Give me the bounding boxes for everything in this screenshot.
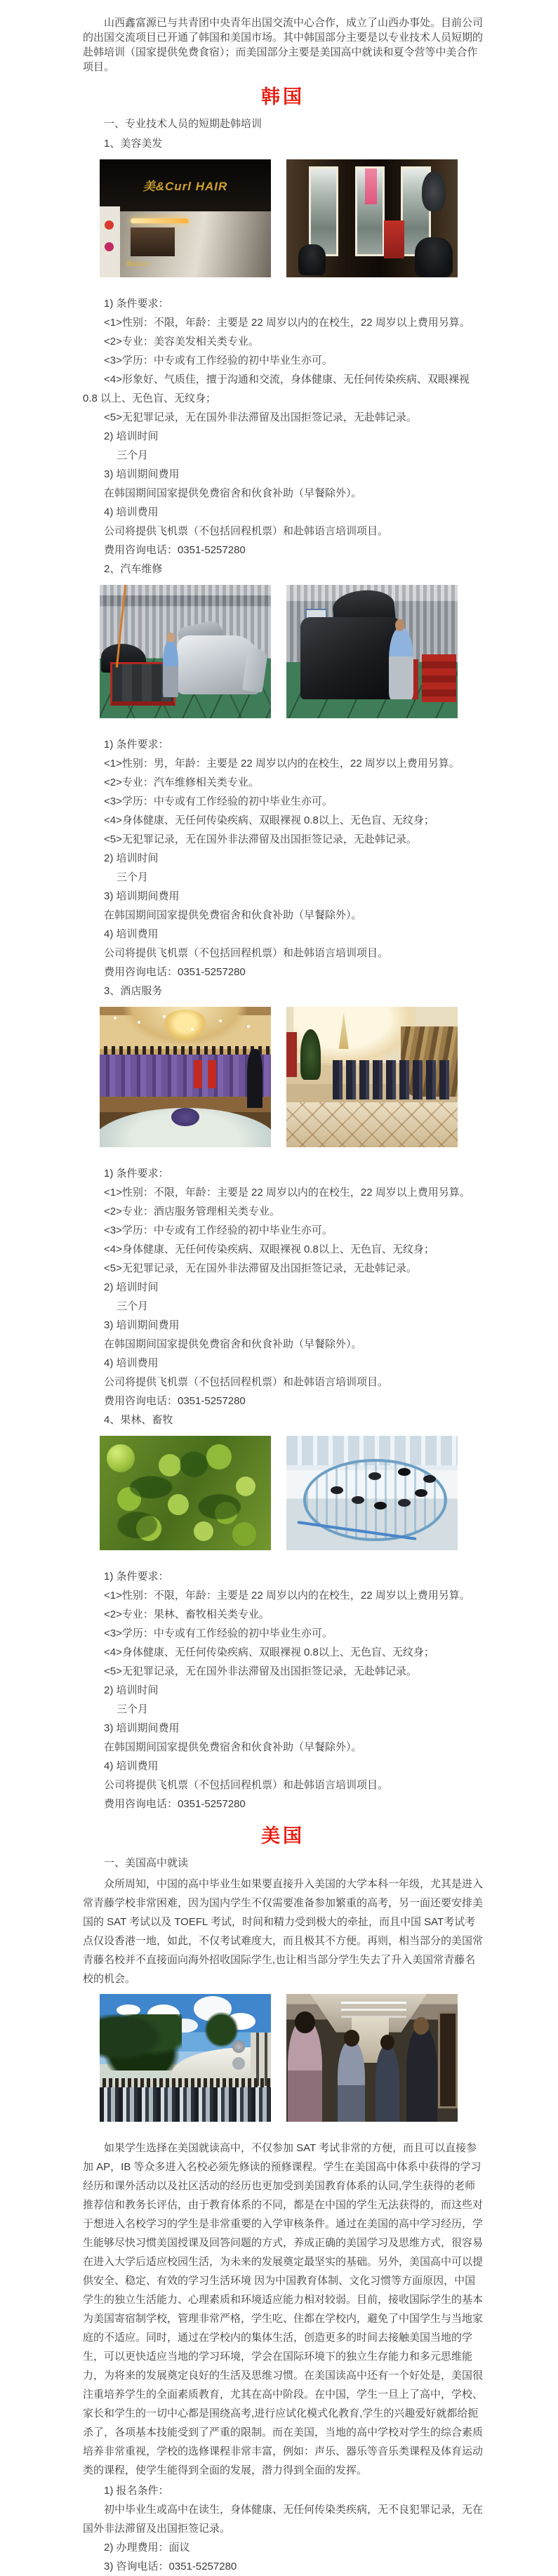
requirement-item: <2>专业：果林、畜牧相关类专业。 [104,1609,270,1620]
red-cabinet [384,220,404,258]
warm-light [131,218,189,223]
mechanic-silhouette [389,628,413,700]
table-flowers [171,1108,199,1126]
photo-auto-workshop-silver-car [100,585,271,718]
time-heading: 2) 培训时间 [104,1281,159,1293]
program-title-hotel: 3、酒店服务 [104,985,163,997]
photo-row-farm [100,1436,483,1550]
time-value: 三个月 [117,871,149,883]
photo-row-auto [100,585,483,718]
training-fee-heading: 4) 培训费用 [104,506,159,518]
photo-hair-salon-storefront [100,159,271,277]
training-fee-value: 公司将提供飞机票（不包括回程机票）和赴韩语言培训项目。 [104,525,389,537]
poster [365,169,377,204]
student-silhouette [338,2040,365,2122]
student-silhouette [288,2019,322,2122]
period-fee-value: 在韩国期间国家提供免费宿舍和伙食补助（早餐除外）。 [104,1338,362,1350]
training-fee-value: 公司将提供飞机票（不包括回程机票）和赴韩语言培训项目。 [104,1376,389,1388]
student-silhouette [406,2027,437,2122]
student-head [344,2030,359,2047]
time-value: 三个月 [117,1300,149,1312]
staff-lineup [329,1060,451,1099]
requirement-item: <5>无犯罪记录，无在国外非法滞留及出国拒签记录，无赴韩记录。 [104,411,417,423]
salon-chair [298,244,326,275]
program-title-beauty: 1、美容美发 [104,138,163,150]
period-fee-heading: 3) 培训期间费用 [104,890,180,902]
red-wall [286,1032,297,1077]
salon-sign-text: 美&Curl HAIR [142,180,228,194]
requirement-item: <2>专业：酒店服务管理相关类专业。 [104,1206,280,1217]
photo-auto-workshop-black-car [286,585,458,718]
student-head [380,2035,394,2050]
period-fee-value: 在韩国期间国家提供免费宿舍和伙食补助（早餐除外）。 [104,909,362,921]
requirement-item: <3>学历：中专或有工作经验的初中毕业生亦可。 [104,355,333,366]
student-group [100,2087,271,2122]
enroll-value: 初中毕业生或高中在读生，身体健康、无任何传染类疾病，无不良犯罪记录，无在国外非法滞留及出国拒签记录。 [83,2504,484,2535]
requirement-item: <5>无犯罪记录，无在国外非法滞留及出国拒签记录，无赴韩记录。 [104,833,417,845]
sticker [105,242,114,251]
phone-line: 费用咨询电话：0351-5257280 [104,544,246,556]
training-fee-value: 公司将提供飞机票（不包括回程机票）和赴韩语言培训项目。 [104,1779,389,1791]
req-heading: 1) 条件要求： [104,739,169,751]
requirement-item: <5>无犯罪记录，无在国外非法滞留及出国拒签记录，无赴韩记录。 [104,1262,417,1274]
requirement-item: <4>身体健康、无任何传染疾病、双眼裸视 0.8以上、无色盲、无纹身； [104,1646,434,1658]
trees [100,2014,182,2070]
time-value: 三个月 [117,449,149,461]
photo-row-usa [100,1994,483,2122]
usa-heading: 美国 [261,1825,305,1847]
photo-rotary-milking-parlor [286,1436,458,1550]
staff-in-purple-uniforms [100,1055,271,1097]
req-heading: 1) 条件要求： [104,1168,169,1180]
time-heading: 2) 培训时间 [104,852,159,864]
ac-units [232,2040,245,2053]
requirement-item: <5>无犯罪记录，无在国外非法滞留及出国拒签记录，无赴韩记录。 [104,1665,417,1677]
salon-sign [100,159,271,211]
usa-paragraph-1: 众所周知，中国的高中毕业生如果要直接升入美国的大学本科一年级，尤其是进入常青藤学校非常困难，因为国内学生不仅需要准备参加繁重的高考，另一面还要安排美国的 SAT 考试以及 TOEFL 考试，时间和精力受到极大的牵扯，而且中国 SAT考试考点仅设香港一地，如此，不仅考试难度大，而且极其不方便。再则，相当部分的美国常青藤名校并不直接面向海外招收国际学生,也让相当部分学生失去了升入美国常青藤名校的机会。 [83,1878,484,1985]
red-tool-cabinet [422,654,456,702]
time-heading: 2) 培训时间 [104,1684,159,1696]
marble-floor [286,1102,458,1147]
period-fee-value: 在韩国期间国家提供免费宿舍和伙食补助（早餐除外）。 [104,487,362,499]
document-content [83,0,483,2576]
period-fee-heading: 3) 培训期间费用 [104,1319,180,1331]
phone-line: 3) 咨询电话：0351-5257280 [104,2561,237,2572]
korea-heading: 韩国 [261,86,305,107]
rotary-fence-ring [303,1459,447,1541]
requirement-item: <1>性别：男，年龄：主要是 22 周岁以内的在校生，22 周岁以上费用另算。 [104,758,460,770]
training-fee-heading: 4) 培训费用 [104,1760,159,1772]
hair-dryer-machine [422,171,446,211]
requirement-item: <1>性别：不限，年龄：主要是 22 周岁以内的在校生，22 周岁以上费用另算。 [104,1590,470,1601]
period-fee-heading: 3) 培训期间费用 [104,468,180,480]
student-head [413,2017,429,2035]
korea-section-heading: 一、专业技术人员的短期赴韩培训 [104,118,263,130]
req-heading: 1) 条件要求： [104,1571,169,1583]
usa-paragraph-2: 如果学生选择在美国就读高中，不仅参加 SAT 考试非常的方便，而且可以直接参加 AP，IB 等众多进入名校必须先修读的预修课程。学生在美国高中体系中获得的学习经历和课外活动以及社区活动的经历也更加受到美国教育体系的认同,学生获得的老师推荐信和教务长评估，由于教育体系的不同，都是在中国的学生无法获得的，而这些对于想进入名校学习的学生是非常重要的入学审核条件。通过在美国的高中学习经历，学生能够尽快习惯美国授课及回答问题的方式，养成正确的美国学习及思维方式，很容易在进入大学后适应校园生活，为未来的发展奠定最坚实的基础。另外，美国高中可以提供安全、稳定、有效的学习生活环境 因为中国教育体制、文化习惯等方面原因，中国学生的独立生活能力、心理素质和环境适应能力相对较弱。目前，接收国际学生的基本为美国寄宿制学校，管理非常严格，学生吃、住都在学校内，避免了中国学生与当地家庭的不适应。同时，通过在学校内的集体生活，创造更多的时间去接触美国当地的学生，可以更快适应当地的学习环境，学会在国际环境下的独立生存能力和多元思维能力，为将来的发展奠定良好的生活及思维习惯。在美国读高中还有一个好处是，美国很注重培养学生的全面素质教育，尤其在高中阶段。在中国，学生一旦上了高中，学校、家长和学生的一切中心都是围绕高考,进行应试化模式化教育,学生的兴趣爱好就都给扼杀了，各项基本技能受到了严重的限制。而在美国，当地的高中学校对学生的综合素质培养非常重视，学校的选修课程非常丰富，例如：声乐、器乐等音乐类课程及体育运动类的课程，使学生能得到全面的发展，潜力得到全面的发挥。 [83,2142,484,2476]
usa-section-heading: 一、美国高中就读 [104,1857,189,1869]
black-car [300,617,400,700]
manager-in-suit [247,1049,263,1108]
phone-line: 费用咨询电话：0351-5257280 [104,966,246,978]
training-fee-heading: 4) 培训费用 [104,1357,159,1369]
photo-students-in-hallway [286,1994,458,2122]
chandelier [161,1010,209,1043]
process-fee-line: 2) 办理费用：面议 [104,2542,190,2554]
intro-paragraph: 山西鑫富源已与共青团中央青年出国交流中心合作，成立了山西办事处。目前公司的出国交流项目已开通了韩国和美国市场。其中韩国部分主要是以专业技术人员短期的赴韩培训（国家提供免费食宿）；而美国部分主要是美国高中就读和夏令营等中美合作项目。 [83,17,484,73]
leaves [100,1436,271,1550]
requirement-item: <2>专业：汽车维修相关类专业。 [104,777,259,788]
ceiling-lights [341,2002,406,2004]
phone-line: 费用咨询电话：0351-5257280 [104,1798,246,1810]
requirement-item: <1>性别：不限，年龄：主要是 22 周岁以内的在校生，22 周岁以上费用另算。 [104,1187,470,1198]
ceiling-lights [114,1017,117,1019]
photo-green-fruit-orchard [100,1436,271,1550]
requirement-item: <4>形象好、气质佳，擅于沟通和交流，身体健康、无任何传染疾病、双眼裸视 0.8 以上、无色盲、无纹身； [83,374,470,404]
mirror [309,166,339,256]
photo-student-group-outdoors [100,1994,271,2122]
requirement-item: <3>学历：中专或有工作经验的初中毕业生亦可。 [104,1224,333,1236]
photo-row-hotel [100,1007,483,1147]
reception-desk [131,227,175,256]
requirement-item: <3>学历：中专或有工作经验的初中毕业生亦可。 [104,1627,333,1639]
potted-plant [300,1029,321,1080]
requirement-item: <4>身体健康、无任何传染疾病、双眼裸视 0.8以上、无色盲、无纹身； [104,814,434,826]
program-title-auto: 2、汽车维修 [104,563,163,575]
mechanic-silhouette [163,641,178,697]
salon-sign-small-text: 美&Curl [125,260,150,267]
phone-line: 费用咨询电话：0351-5257280 [104,1395,246,1407]
training-fee-heading: 4) 培训费用 [104,928,159,940]
training-fee-value: 公司将提供飞机票（不包括回程机票）和赴韩语言培训项目。 [104,947,389,959]
photo-hotel-banquet-staff [100,1007,271,1147]
time-heading: 2) 培训时间 [104,430,159,442]
req-heading: 1) 条件要求： [104,298,169,310]
staff-in-red [208,1060,216,1088]
student-silhouette [376,2045,399,2122]
program-title-farm: 4、果林、畜牧 [104,1414,173,1426]
requirement-item: <3>学历：中专或有工作经验的初中毕业生亦可。 [104,795,333,807]
salon-chair [415,237,453,277]
time-value: 三个月 [117,1703,149,1715]
enroll-heading: 1) 报名条件： [104,2485,169,2497]
door [438,2012,458,2108]
period-fee-value: 在韩国期间国家提供免费宿舍和伙食补助（早餐除外）。 [104,1741,362,1753]
requirement-item: <2>专业：美容美发相关类专业。 [104,336,259,348]
photo-hair-salon-interior [286,159,458,277]
dairy-cows [331,1486,343,1494]
requirement-item: <1>性别：不限，年龄：主要是 22 周岁以内的在校生，22 周岁以上费用另算。 [104,317,470,329]
period-fee-heading: 3) 培训期间费用 [104,1722,180,1734]
staff-in-red [194,1060,202,1088]
photo-row-beauty [100,159,483,277]
photo-hotel-lobby-staff-line [286,1007,458,1147]
requirement-item: <4>身体健康、无任何传染疾病、双眼裸视 0.8以上、无色盲、无纹身； [104,1243,434,1255]
